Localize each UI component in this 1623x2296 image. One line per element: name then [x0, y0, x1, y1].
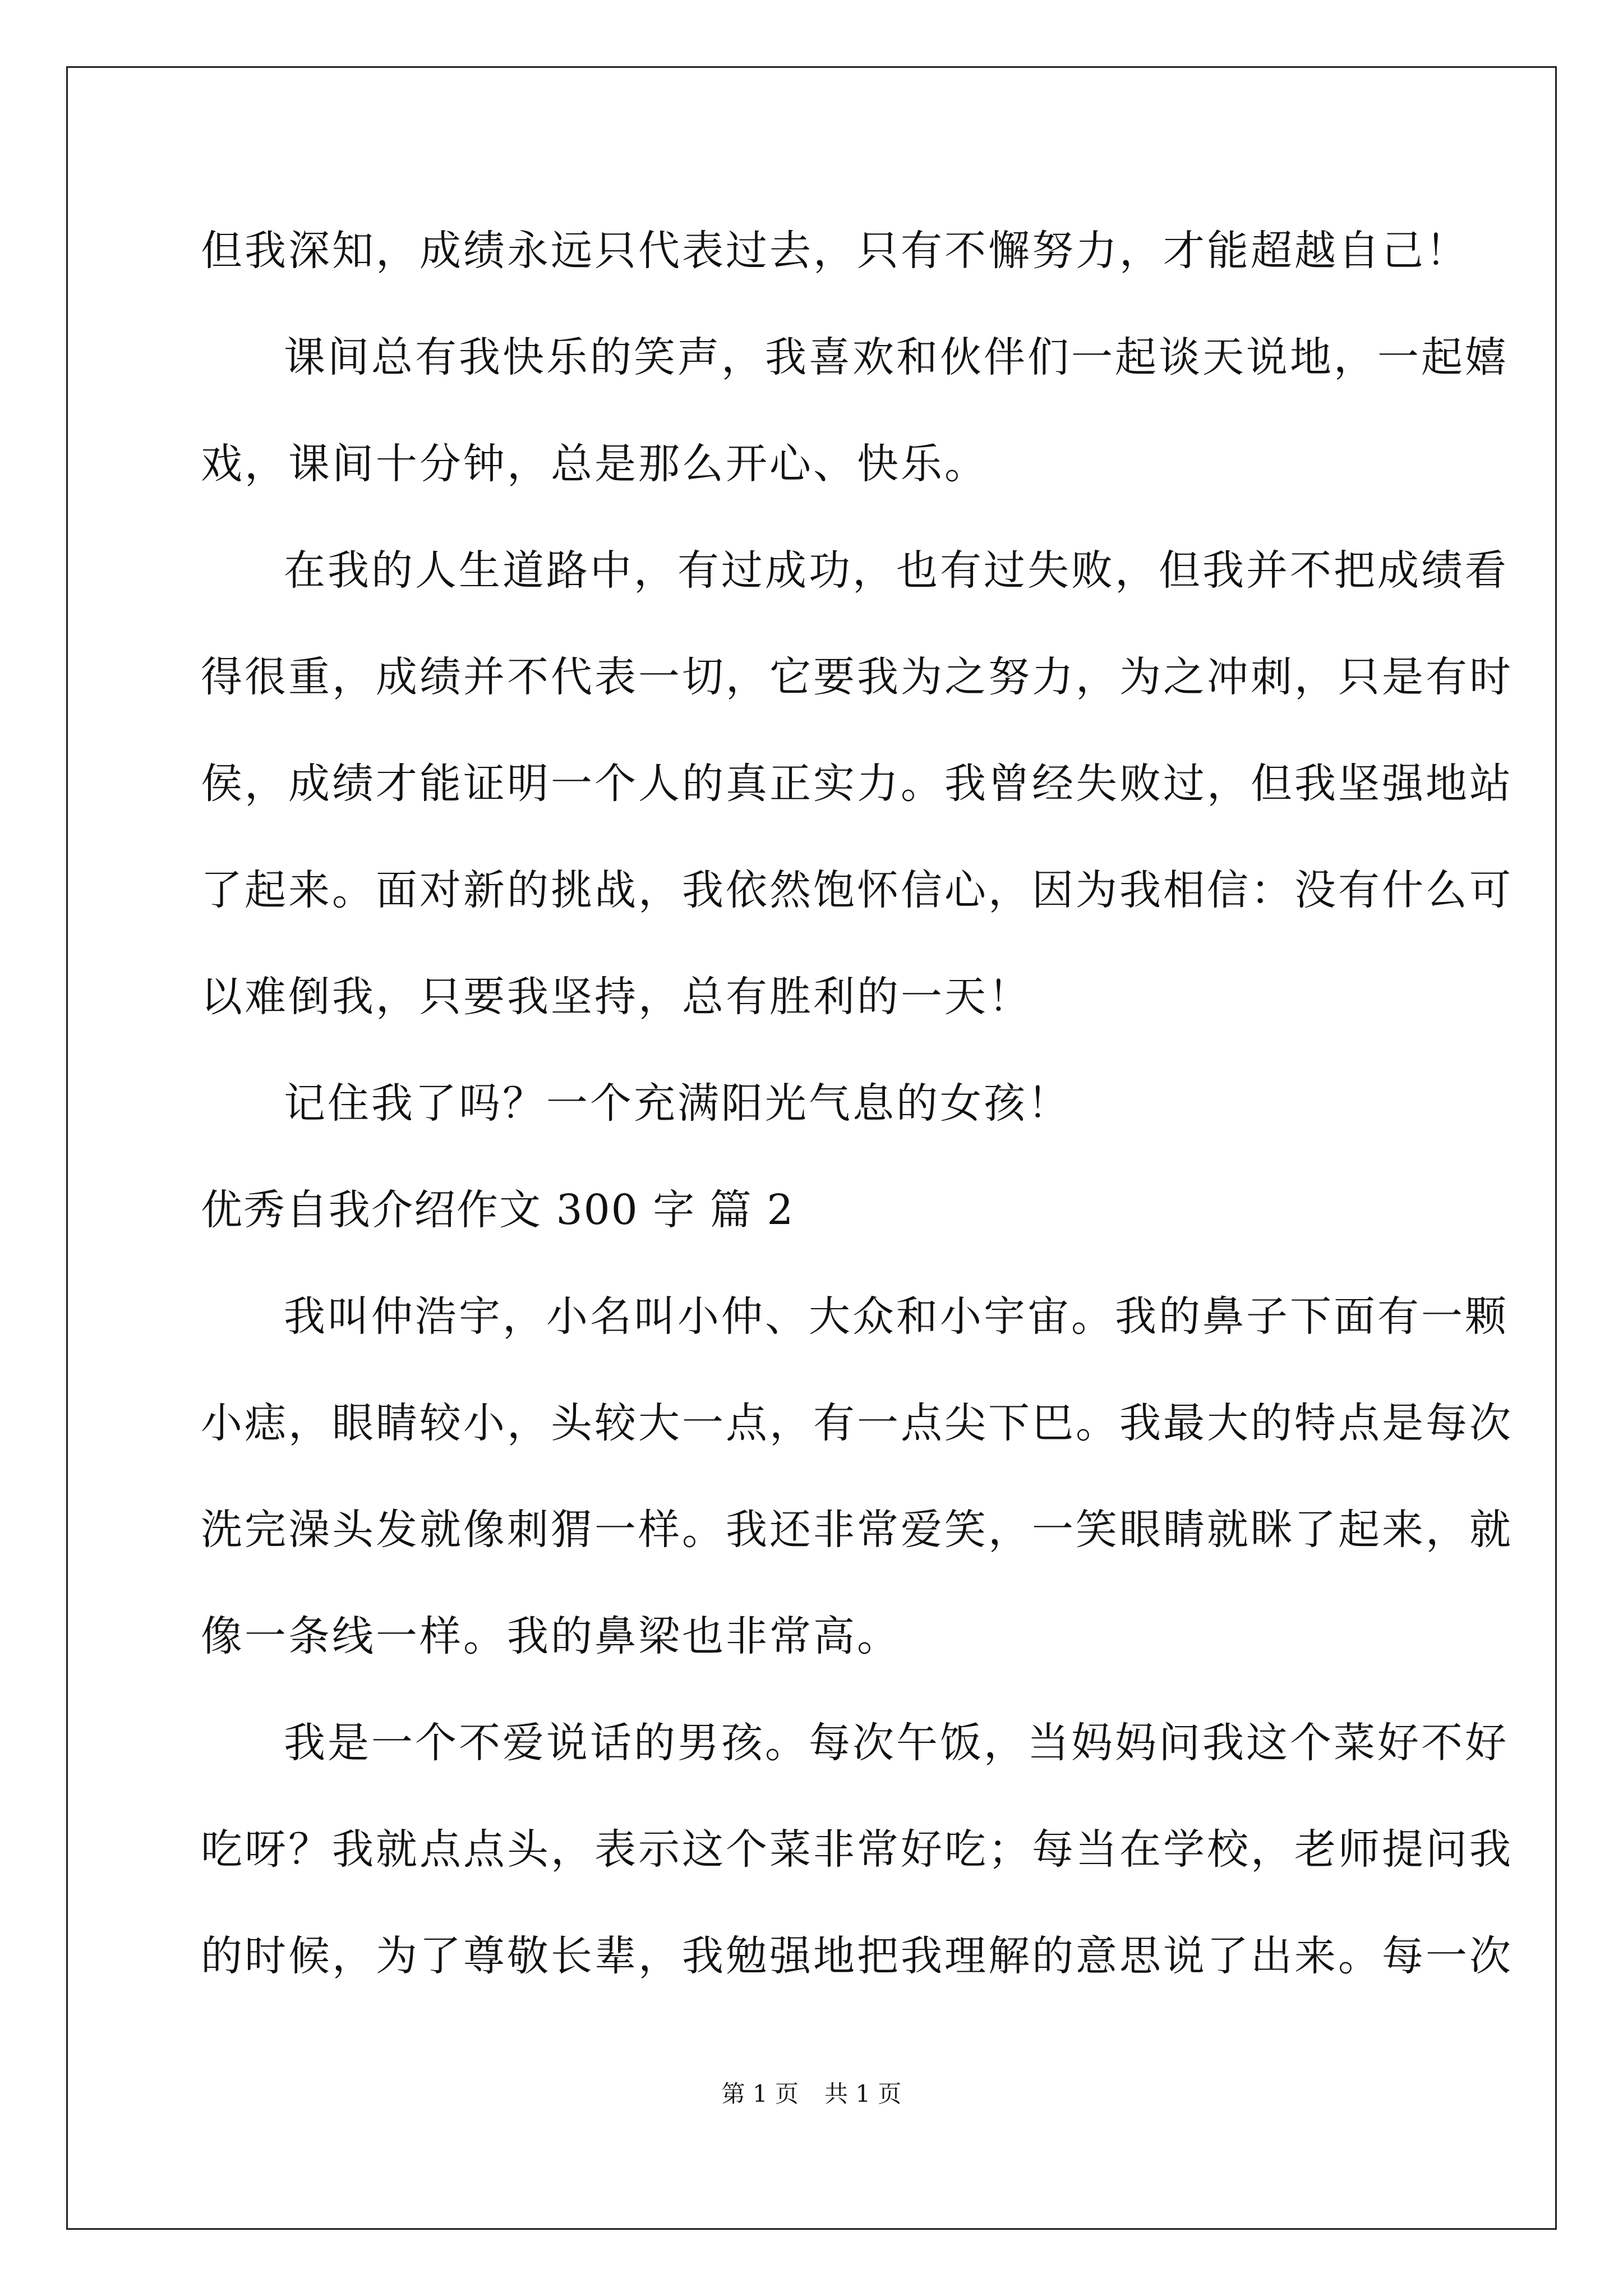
paragraph-line: 戏，课间十分钟，总是那么开心、快乐。 [201, 440, 988, 488]
paragraph-line: 以难倒我，只要我坚持，总有胜利的一天！ [201, 973, 1032, 1021]
paragraph-line: 但我深知，成绩永远只代表过去，只有不懈努力，才能超越自己！ [201, 227, 1469, 275]
paragraph-line: 课间总有我快乐的笑声，我喜欢和伙伴们一起谈天说地，一起嬉 [284, 333, 1509, 381]
paragraph-line: 在我的人生道路中，有过成功，也有过失败，但我并不把成绩看 [284, 546, 1509, 595]
page-number: 第 1 页 [721, 2080, 799, 2108]
page-total: 共 1 页 [824, 2080, 902, 2108]
paragraph-line: 我是一个不爱说话的男孩。每次午饭，当妈妈问我这个菜好不好 [284, 1719, 1509, 1767]
paragraph-line: 吃呀？我就点点头，表示这个菜非常好吃；每当在学校，老师提问我 [201, 1825, 1513, 1874]
paragraph-line: 记住我了吗？一个充满阳光气息的女孩！ [284, 1079, 1071, 1128]
section-heading: 优秀自我介绍作文 300 字 篇 2 [201, 1186, 795, 1234]
paragraph-line: 得很重，成绩并不代表一切，它要我为之努力，为之冲刺，只是有时 [201, 653, 1513, 701]
paragraph-line: 像一条线一样。我的鼻梁也非常高。 [201, 1612, 901, 1660]
paragraph-line: 小痣，眼睛较小，头较大一点，有一点尖下巴。我最大的特点是每次 [201, 1399, 1513, 1447]
paragraph-line: 洗完澡头发就像刺猬一样。我还非常爱笑，一笑眼睛就眯了起来，就 [201, 1506, 1513, 1554]
paragraph-line: 了起来。面对新的挑战，我依然饱怀信心，因为我相信：没有什么可 [201, 866, 1513, 914]
page-footer [0, 2077, 1623, 2111]
paragraph-line: 我叫仲浩宇，小名叫小仲、大众和小宇宙。我的鼻子下面有一颗 [284, 1292, 1509, 1341]
paragraph-line: 的时候，为了尊敬长辈，我勉强地把我理解的意思说了出来。每一次 [201, 1932, 1513, 1980]
page-border [66, 66, 1557, 2230]
paragraph-line: 侯，成绩才能证明一个人的真正实力。我曾经失败过，但我坚强地站 [201, 760, 1513, 808]
